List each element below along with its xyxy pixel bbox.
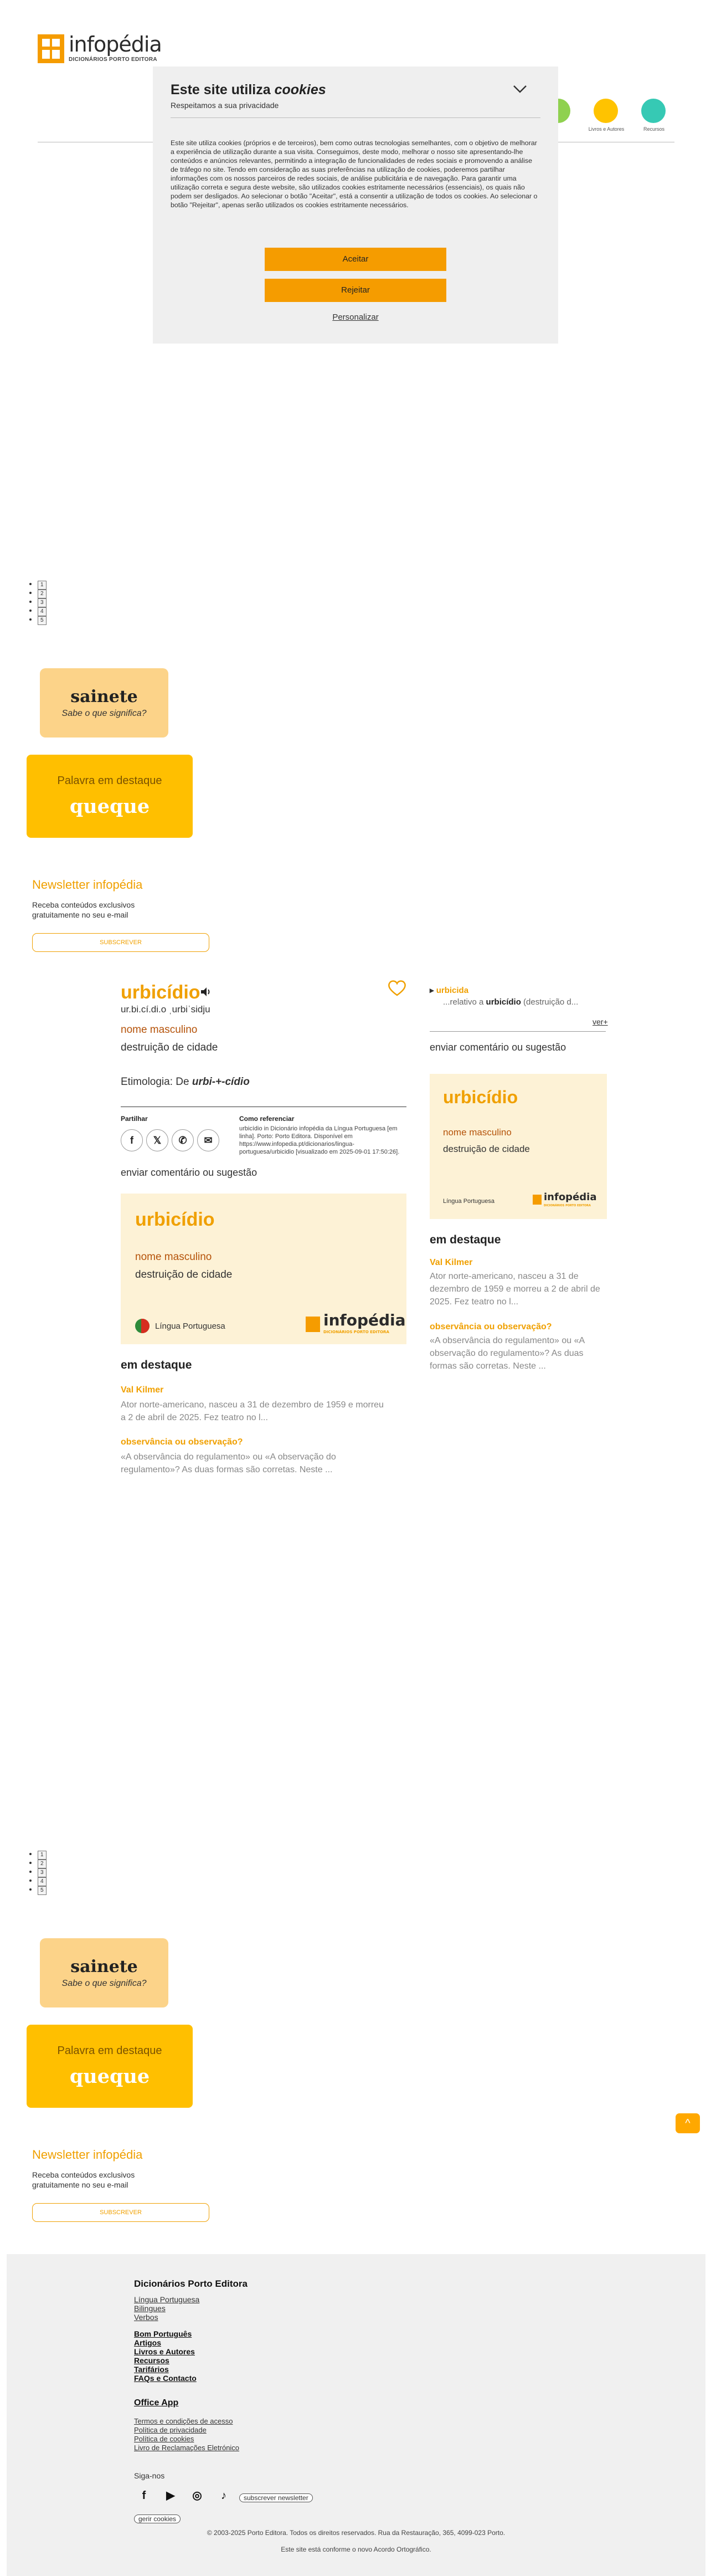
card-brand: infopédia (323, 1311, 406, 1329)
slider-dot[interactable]: • 5 (38, 615, 47, 624)
x-twitter-icon[interactable]: 𝕏 (146, 1129, 168, 1151)
logo-text[interactable]: infopédia (69, 32, 162, 57)
word-quiz-card[interactable] (40, 1938, 168, 2007)
etymology: Etimologia: De urbi-+-cídio (121, 1076, 250, 1088)
back-to-top-button[interactable]: ^ (676, 2113, 700, 2133)
footer-link[interactable]: Verbos (134, 2313, 158, 2322)
footer-link[interactable]: Língua Portuguesa (134, 2295, 200, 2304)
definition: destruição de cidade (121, 1042, 218, 1053)
featured-word: queque (69, 795, 150, 818)
featured-word: queque (69, 2065, 150, 2088)
logo-icon[interactable] (38, 34, 64, 63)
chevron-down-icon[interactable] (513, 83, 527, 98)
card-brand: infopédia (544, 1191, 597, 1203)
cookie-subtitle: Respeitamos a sua privacidade (171, 101, 279, 110)
card-logo-icon (306, 1317, 320, 1332)
send-comment-link[interactable]: enviar comentário ou sugestão (121, 1167, 257, 1178)
slider-dot[interactable]: • 3 (38, 1867, 47, 1876)
reference-title: Como referenciar (239, 1115, 295, 1123)
instagram-icon[interactable]: ◎ (192, 2490, 202, 2502)
featured-word-title: Palavra em destaque (57, 775, 162, 787)
slider-dot[interactable]: • 1 (38, 1850, 47, 1858)
newsletter-text: Receba conteúdos exclusivos gratuitamente no seu e-mail (32, 900, 135, 919)
featured-word-title: Palavra em destaque (57, 2045, 162, 2057)
related-word[interactable]: ▸ urbicida (430, 986, 469, 995)
footer-link[interactable]: Política de privacidade (134, 2426, 207, 2434)
copyright: © 2003-2025 Porto Editora. Todos os direitos reservados. Rua da Restauração, 365, 4099-023 Porto. (207, 2529, 506, 2537)
card-category: nome masculino (443, 1127, 512, 1138)
quiz-question: Sabe o que significa? (61, 709, 147, 718)
portugal-flag-icon (135, 1319, 150, 1333)
heart-icon[interactable] (388, 980, 406, 1001)
youtube-icon[interactable]: ▶ (166, 2490, 175, 2502)
highlight-text: «A observância do regulamento» ou «A observação do regulamento»? As duas formas são corretas. Neste ... (430, 1336, 585, 1371)
footer-link[interactable]: FAQs e Contacto (134, 2374, 197, 2383)
footer-link[interactable]: Tarifários (134, 2365, 169, 2374)
highlight-title[interactable]: observância ou observação? (430, 1322, 552, 1331)
card-language: Língua Portuguesa (443, 1198, 494, 1205)
etymology-link[interactable]: urbi-+-cídio (192, 1076, 250, 1088)
slider-dot[interactable]: • 2 (38, 588, 47, 597)
card-category: nome masculino (135, 1251, 212, 1263)
newsletter-text: Receba conteúdos exclusivos gratuitamente no seu e-mail (32, 2170, 135, 2189)
word-quiz-card[interactable] (40, 668, 168, 738)
highlight-text: Ator norte-americano, nasceu a 31 de dezembro de 1959 e morreu a 2 de abril de 2025. Fez teatro no l... (430, 1272, 600, 1307)
footer-link[interactable]: Política de cookies (134, 2435, 194, 2443)
customize-cookies-link[interactable]: Personalizar (332, 313, 379, 322)
footer-link[interactable]: Recursos (134, 2356, 169, 2365)
card-brand-sub: DICIONÁRIOS PORTO EDITORA (323, 1330, 389, 1334)
cookie-title: Este site utiliza cookies (171, 82, 326, 98)
slider-dot[interactable]: • 1 (38, 580, 47, 588)
footer-link[interactable]: Livros e Autores (134, 2347, 195, 2356)
whatsapp-icon[interactable]: ✆ (172, 1129, 194, 1151)
card-brand-sub: DICIONÁRIOS PORTO EDITORA (544, 1204, 591, 1207)
facebook-icon[interactable]: f (142, 2490, 146, 2502)
see-more-link[interactable]: ver+ (592, 1017, 608, 1026)
newsletter-title: Newsletter infopédia (32, 878, 143, 892)
highlights-title: em destaque (121, 1359, 192, 1371)
office-app-link[interactable]: Office App (134, 2398, 179, 2408)
cookie-text: Este site utiliza cookies (próprios e de terceiros), bem como outras tecnologias semelhantes, com o objetivo de melhorar a experiência de utilização durante a sua visita. Conseguimos, deste modo, melhorar o nosso site apresentando-lhe conteúdos e anúncios relevantes, permitindo a integração de funcionalidades de redes sociais e promovendo a análise de tráfego no site. Tendo em consideração as suas preferências na utilização de cookies, poderemos partilhar informações com os nossos parceiros de redes sociais, de análise publicitária e de navegação. Para garantir uma utilização correta e segura deste website, são utilizados cookies estritamente necessários (essenciais), os quais não podem ser desligados. Ao selecionar o botão "Aceitar", está a consentir a utilização de todos os cookies. Ao selecionar o botão "Rejeitar", apenas serão utilizados os cookies estritamente necessários. (171, 139, 538, 209)
newsletter-subscribe-button[interactable]: SUBSCREVER (32, 933, 209, 952)
highlight-title[interactable]: Val Kilmer (430, 1258, 473, 1267)
entry-headword: urbicídio (121, 982, 200, 1003)
card-word: urbicídio (443, 1087, 518, 1107)
facebook-icon[interactable]: f (121, 1129, 143, 1151)
quiz-word: sainete (70, 1957, 138, 1976)
highlights-title: em destaque (430, 1233, 501, 1246)
card-definition: destruição de cidade (443, 1144, 530, 1154)
resources-icon[interactable] (641, 99, 666, 123)
share-label: Partilhar (121, 1115, 148, 1123)
featured-word-card[interactable] (27, 2025, 193, 2108)
word-share-card-small (430, 1074, 607, 1219)
footer-link[interactable]: Bilingues (134, 2304, 166, 2313)
pronunciation: ur.bi.cí.di.o ˌurbiˈsidju (121, 1004, 210, 1015)
highlight-title[interactable]: observância ou observação? (121, 1437, 243, 1447)
card-definition: destruição de cidade (135, 1269, 233, 1281)
logo-subtitle: DICIONÁRIOS PORTO EDITORA (69, 57, 157, 63)
manage-cookies-button[interactable]: gerir cookies (134, 2514, 181, 2523)
highlight-title[interactable]: Val Kilmer (121, 1385, 164, 1395)
footer-link[interactable]: Bom Português (134, 2329, 192, 2338)
footer-link[interactable]: Termos e condições de acesso (134, 2417, 233, 2425)
accept-cookies-button[interactable]: Aceitar (265, 248, 446, 271)
highlight-text: «A observância do regulamento» ou «A observação do regulamento»? As duas formas são corretas. Neste ... (121, 1452, 336, 1474)
card-word: urbicídio (135, 1209, 215, 1230)
reject-cookies-button[interactable]: Rejeitar (265, 279, 446, 302)
slider-dot[interactable]: • 3 (38, 597, 47, 606)
related-snippet: ...relativo a urbicídio (destruição d... (443, 997, 579, 1007)
email-icon[interactable]: ✉ (197, 1129, 219, 1151)
newsletter-title: Newsletter infopédia (32, 2148, 143, 2162)
quiz-word: sainete (70, 687, 138, 706)
slider-pagination (27, 1850, 47, 1894)
tiktok-icon[interactable]: ♪ (221, 2490, 226, 2502)
newsletter-subscribe-button[interactable]: SUBSCREVER (32, 2203, 209, 2222)
slider-dot[interactable]: • 4 (38, 1876, 47, 1885)
card-logo-icon (533, 1195, 542, 1205)
cookie-divider (171, 117, 540, 118)
highlight-text: Ator norte-americano, nasceu a 31 de dezembro de 1959 e morreu a 2 de abril de 2025. Fez teatro no l... (121, 1400, 384, 1422)
speaker-icon[interactable] (200, 987, 213, 1000)
cookie-consent-modal (153, 66, 558, 344)
word-share-card (121, 1194, 406, 1344)
footer-link[interactable]: Livro de Reclamações Eletrónico (134, 2444, 240, 2452)
send-comment-link[interactable]: enviar comentário ou sugestão (430, 1042, 566, 1053)
resources-label[interactable]: Recursos (643, 126, 664, 132)
grammatical-category: nome masculino (121, 1024, 198, 1036)
featured-word-card[interactable] (27, 755, 193, 838)
related-divider (430, 1031, 606, 1032)
slider-pagination (27, 580, 47, 624)
books-authors-icon[interactable] (594, 99, 618, 123)
slider-dot[interactable]: • 5 (38, 1885, 47, 1894)
footer (7, 2254, 705, 2576)
slider-dot[interactable]: • 4 (38, 606, 47, 615)
books-authors-label[interactable]: Livros e Autores (588, 126, 625, 132)
footer-heading: Dicionários Porto Editora (134, 2278, 248, 2289)
reference-text: urbicídio in Dicionário infopédia da Língua Portuguesa [em linha]. Porto: Porto Editora. Disponível em https://www.infopedia.pt/dicionarios/lingua-portuguesa/urbicidio [visualizado em 2025-09-01 17:50:26]. (239, 1125, 400, 1155)
card-language: Língua Portuguesa (155, 1322, 225, 1331)
quiz-question: Sabe o que significa? (61, 1979, 147, 1988)
footer-link[interactable]: Artigos (134, 2338, 161, 2347)
subscribe-newsletter-button[interactable]: subscrever newsletter (239, 2493, 313, 2502)
follow-label: Siga-nos (134, 2471, 165, 2480)
slider-dot[interactable]: • 2 (38, 1858, 47, 1867)
orthography-note: Este site está conforme o novo Acordo Ortográfico. (281, 2546, 431, 2553)
